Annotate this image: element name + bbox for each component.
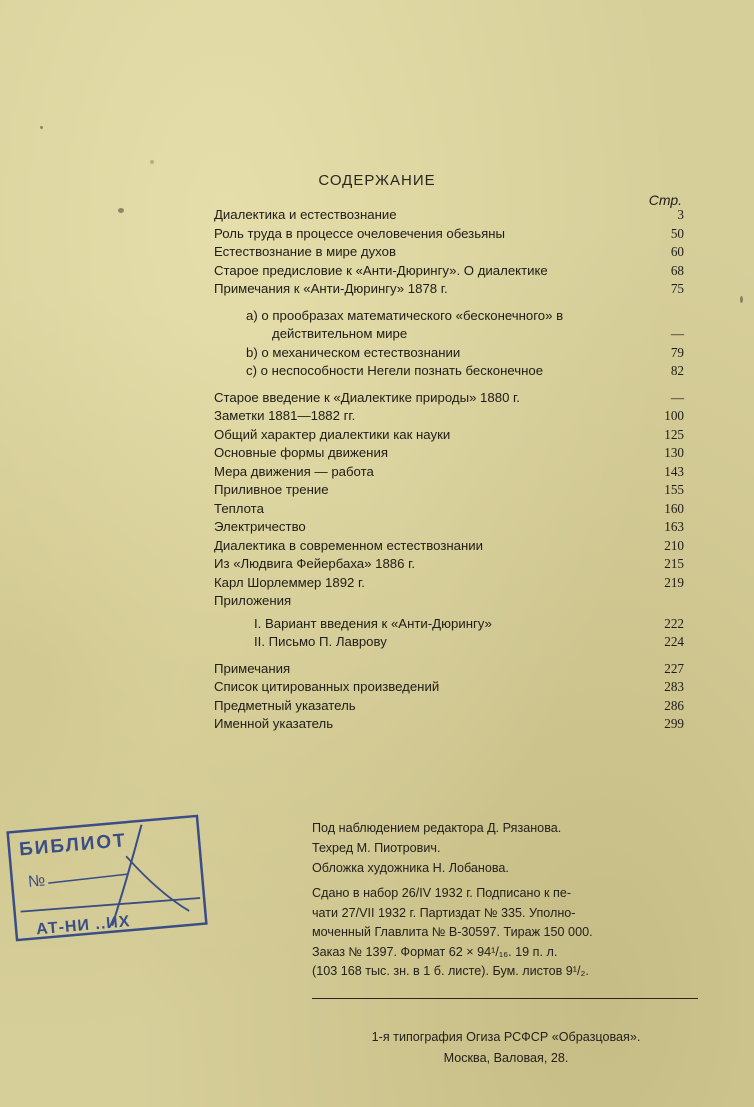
toc-entry-page: 299 (664, 716, 684, 731)
toc-entry (214, 592, 684, 611)
toc-entry-page: 155 (664, 482, 684, 497)
toc-entry-title: Электричество (214, 519, 306, 534)
toc-entry-title: Из «Людвига Фейербаха» 1886 г. (214, 556, 415, 571)
imprint-techred: Техред М. Пиотрович. (312, 841, 441, 855)
toc-entry-page: 68 (670, 262, 684, 278)
toc-entry-page: 224 (664, 634, 684, 649)
toc-entry-title: Старое введение к «Диалектике природы» 1880 г. (214, 389, 520, 405)
toc-entry-page: 222 (664, 615, 684, 631)
toc-entry (214, 407, 684, 426)
toc-subentry (214, 615, 684, 634)
toc-entry-title: Диалектика и естествознание (214, 207, 397, 222)
imprint-details-line: моченный Главлита № В-30597. Тираж 150 000. (312, 925, 593, 939)
toc-entry-title: Именной указатель (214, 716, 334, 731)
toc-entry-title: Роль труда в процессе очеловечения обезьяны (214, 225, 505, 241)
printer-address: Москва, Валовая, 28. (443, 1051, 569, 1065)
imprint-details-line: Сдано в набор 26/IV 1932 г. Подписано к пе- (312, 886, 572, 900)
toc-entry (214, 537, 684, 556)
imprint-block (312, 818, 700, 999)
stamp-bottom-text: АТ-НИ ..ИХ (35, 913, 132, 939)
toc-title: СОДЕРЖАНИЕ (318, 172, 436, 189)
stamp-title: БИБЛИОТ (18, 830, 128, 861)
toc-entry-page: 79 (670, 344, 684, 360)
toc-entry (214, 500, 684, 519)
stamp-number-line (48, 874, 128, 883)
toc-entry-title: Карл Шорлеммер 1892 г. (214, 574, 365, 590)
stamp-rule (21, 896, 200, 914)
printer-info (312, 1027, 700, 1069)
imprint-editor: Под наблюдением редактора Д. Рязанова. (312, 821, 562, 835)
toc-entry-page: 82 (670, 363, 684, 378)
imprint-details-line: Заказ № 1397. Формат 62 × 94¹/₁₆. 19 п. л. (312, 944, 558, 959)
toc-entry (214, 206, 684, 225)
imprint-details-line: (103 168 тыс. зн. в 1 б. листе). Бум. листов 9¹/₂. (312, 964, 589, 978)
toc-entry (214, 660, 684, 679)
toc-entry-page: 125 (664, 426, 684, 442)
toc-entry-title: действительном мире (272, 326, 408, 341)
toc-entry-title: Теплота (214, 500, 264, 516)
toc-entry-page: 160 (664, 500, 684, 516)
toc-entry (214, 444, 684, 463)
toc-entry (214, 463, 684, 482)
toc-entry-title: Список цитированных произведений (214, 679, 440, 694)
toc-entry-page: 219 (664, 574, 684, 590)
toc-entry-page: 130 (664, 445, 684, 460)
toc-entry-title: Старое предисловие к «Анти-Дюрингу». О диалектике (214, 262, 548, 278)
toc-entry (214, 555, 684, 574)
toc-entry-title: Основные формы движения (214, 445, 388, 460)
toc-subentry (214, 362, 684, 381)
toc-entry-title: b) о механическом естествознании (246, 344, 461, 360)
toc-entry (214, 426, 684, 445)
toc-entry-title: Заметки 1881—1882 гг. (214, 408, 356, 423)
toc-subentry (214, 633, 684, 652)
toc-entry-page: 163 (664, 519, 684, 534)
toc-entry (214, 715, 684, 734)
stamp-number-label: № (27, 872, 46, 891)
toc-entry-page: 75 (670, 281, 684, 296)
toc-entry-title: Приложения (214, 593, 292, 608)
toc-entry-title: а) о прообразах математического «бесконечного» в (246, 307, 564, 323)
toc-entry (214, 697, 684, 716)
toc-entry-title: Приливное трение (214, 482, 329, 497)
toc-entry (214, 243, 684, 262)
toc-entry-page: — (670, 389, 684, 405)
toc-entry-title: Предметный указатель (214, 697, 356, 713)
library-stamp (3, 810, 211, 947)
toc-entry-title: Общий характер диалектики как науки (214, 426, 451, 442)
toc-entry-title: Примечания (214, 660, 291, 676)
table-of-contents (214, 206, 684, 734)
toc-entry (214, 678, 684, 697)
stamp-curve-2 (126, 851, 189, 916)
toc-entry-page: — (670, 326, 684, 341)
imprint-details-line: чати 27/VII 1932 г. Партиздат № 335. Уполно- (312, 905, 576, 920)
toc-entry-page: 3 (677, 207, 684, 222)
paper-spot (40, 126, 43, 129)
toc-entry-page: 210 (664, 537, 684, 553)
imprint-details (312, 884, 700, 982)
printer-name: 1-я типография Огиза РСФСР «Образцовая». (371, 1030, 641, 1044)
toc-entry-title: Мера движения — работа (214, 463, 374, 479)
toc-entry-title: с) о неспособности Негели познать бесконечное (246, 363, 544, 378)
toc-entry-page: 286 (664, 697, 684, 713)
toc-subentry (214, 307, 684, 326)
paper-spot (118, 208, 124, 213)
toc-entry (214, 262, 684, 281)
toc-entry-page: 50 (670, 225, 684, 241)
toc-entry (214, 225, 684, 244)
toc-entry-title: Примечания к «Анти-Дюрингу» 1878 г. (214, 281, 448, 296)
toc-entry-page: 215 (664, 556, 684, 571)
toc-entry-page: 283 (664, 679, 684, 694)
toc-subentry (214, 344, 684, 363)
toc-entry-title: Естествознание в мире духов (214, 244, 396, 259)
paper-spot (740, 296, 743, 303)
toc-entry (214, 280, 684, 299)
toc-entry-title: II. Письмо П. Лаврову (254, 634, 387, 649)
toc-entry-page: 60 (670, 244, 684, 259)
toc-entry-page: 227 (664, 660, 684, 676)
page-column-label: Стр. (648, 192, 682, 208)
imprint-cover-artist: Обложка художника Н. Лобанова. (312, 861, 509, 875)
paper-spot (150, 160, 154, 164)
toc-entry (214, 389, 684, 408)
toc-entry-title: Диалектика в современном естествознании (214, 537, 484, 553)
toc-entry-title: I. Вариант введения к «Анти-Дюрингу» (254, 615, 492, 631)
toc-subentry (214, 325, 684, 344)
stamp-graphic (3, 810, 211, 947)
divider (312, 998, 698, 999)
toc-entry (214, 481, 684, 500)
toc-entry (214, 574, 684, 593)
toc-entry-page: 100 (664, 408, 684, 423)
toc-entry-page: 143 (664, 463, 684, 479)
toc-entry (214, 518, 684, 537)
